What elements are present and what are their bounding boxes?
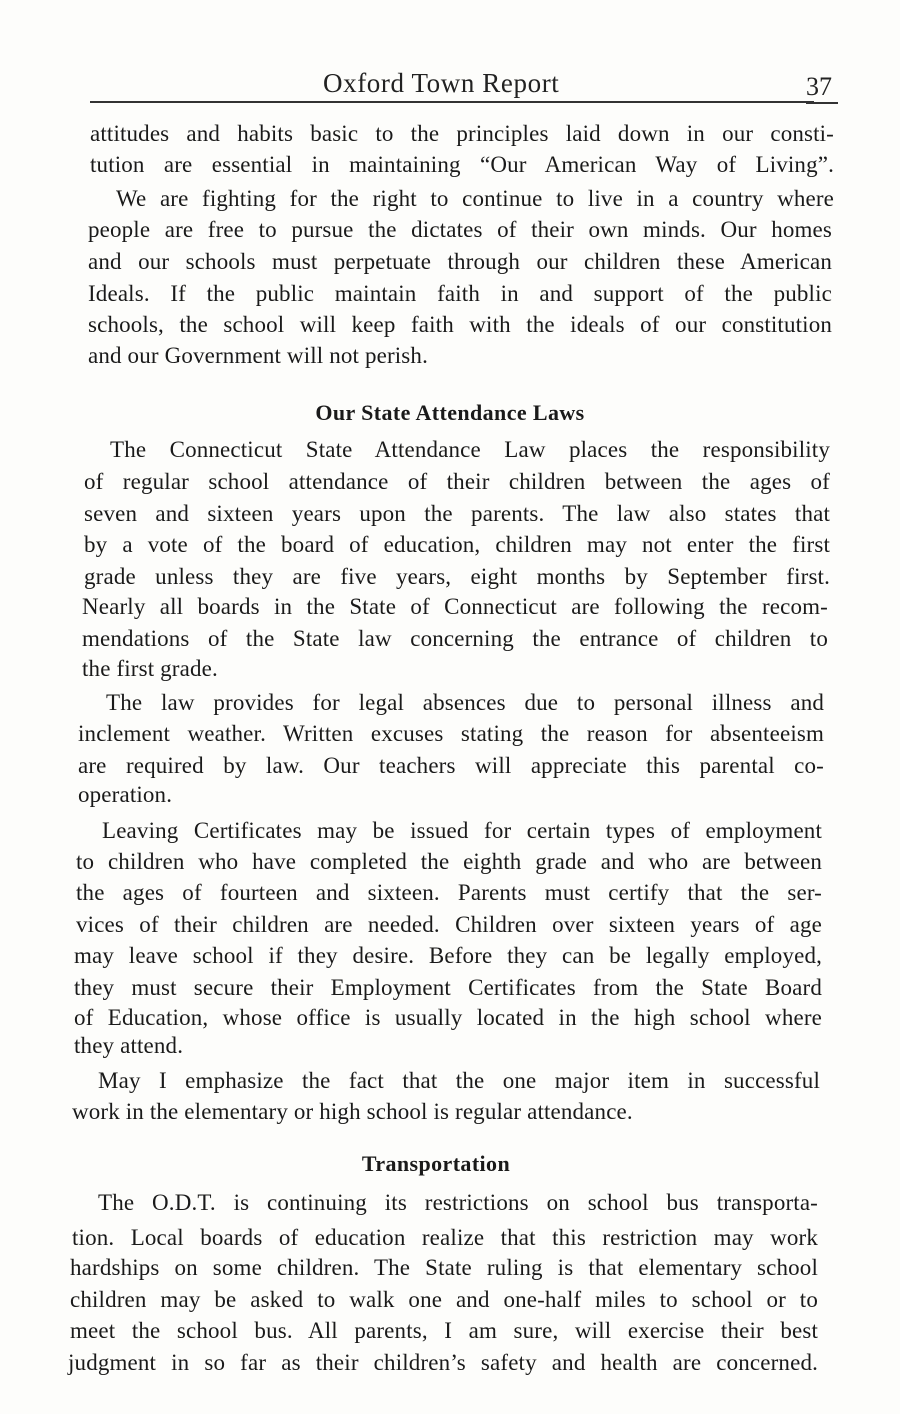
header-rule bbox=[90, 101, 814, 103]
text-line: of regular school attendance of their children between the ages of bbox=[84, 469, 830, 494]
text-line: mendations of the State law concerning the entrance of children to bbox=[82, 626, 828, 651]
text-line: attitudes and habits basic to the principles laid down in our consti- bbox=[90, 121, 834, 146]
text-line: they attend. bbox=[74, 1033, 184, 1058]
text-line: We are fighting for the right to continue to live in a country where bbox=[116, 186, 834, 211]
text-line: to children who have completed the eighth grade and who are between bbox=[76, 849, 822, 874]
section-heading-transportation: Transportation bbox=[361, 1151, 511, 1176]
text-line: seven and sixteen years upon the parents. The law also states that bbox=[84, 501, 830, 526]
text-line: tion. Local boards of education realize that this restriction may work bbox=[72, 1225, 818, 1250]
text-line: and our Government will not perish. bbox=[88, 343, 428, 368]
text-line: inclement weather. Written excuses stating the reason for absenteeism bbox=[78, 721, 824, 746]
text-line: meet the school bus. All parents, I am sure, will exercise their best bbox=[70, 1318, 818, 1343]
text-line: hardships on some children. The State ruling is that elementary school bbox=[70, 1255, 818, 1280]
text-line: operation. bbox=[78, 782, 173, 807]
text-line: grade unless they are five years, eight months by September first. bbox=[84, 564, 830, 589]
text-line: Ideals. If the public maintain faith in and support of the public bbox=[88, 281, 832, 306]
text-line: May I emphasize the fact that the one major item in successful bbox=[98, 1068, 820, 1093]
text-line: children may be asked to walk one and one-half miles to school or to bbox=[70, 1287, 818, 1312]
text-line: may leave school if they desire. Before they can be legally employed, bbox=[74, 943, 822, 968]
text-line: Leaving Certificates may be issued for certain types of employment bbox=[102, 818, 822, 843]
text-line: Nearly all boards in the State of Connecticut are following the recom- bbox=[82, 594, 828, 619]
text-line: of Education, whose office is usually located in the high school where bbox=[74, 1005, 822, 1030]
text-line: the ages of fourteen and sixteen. Parents must certify that the ser- bbox=[76, 880, 822, 905]
text-line: vices of their children are needed. Children over sixteen years of age bbox=[76, 912, 822, 937]
section-heading-attendance: Our State Attendance Laws bbox=[315, 400, 585, 425]
page-number-rule bbox=[806, 102, 838, 104]
text-line: work in the elementary or high school is regular attendance. bbox=[72, 1099, 633, 1124]
page-number: 37 bbox=[806, 72, 832, 101]
text-line: The Connecticut State Attendance Law places the responsibility bbox=[110, 437, 830, 462]
text-line: are required by law. Our teachers will appreciate this parental co- bbox=[78, 753, 824, 778]
text-line: they must secure their Employment Certificates from the State Board bbox=[74, 975, 822, 1000]
text-line: schools, the school will keep faith with the ideals of our constitution bbox=[88, 312, 832, 337]
text-line: by a vote of the board of education, children may not enter the first bbox=[84, 532, 830, 557]
text-line: the first grade. bbox=[82, 656, 218, 681]
text-line: The law provides for legal absences due to personal illness and bbox=[106, 690, 824, 715]
text-line: The O.D.T. is continuing its restrictions on school bus transporta- bbox=[98, 1190, 818, 1215]
text-line: tution are essential in maintaining “Our American Way of Living”. bbox=[90, 152, 834, 177]
text-line: people are free to pursue the dictates of their own minds. Our homes bbox=[88, 217, 832, 242]
text-line: judgment in so far as their children’s safety and health are concerned. bbox=[68, 1350, 818, 1375]
text-line: and our schools must perpetuate through our children these American bbox=[88, 249, 832, 274]
running-header-title: Oxford Town Report bbox=[323, 68, 560, 98]
